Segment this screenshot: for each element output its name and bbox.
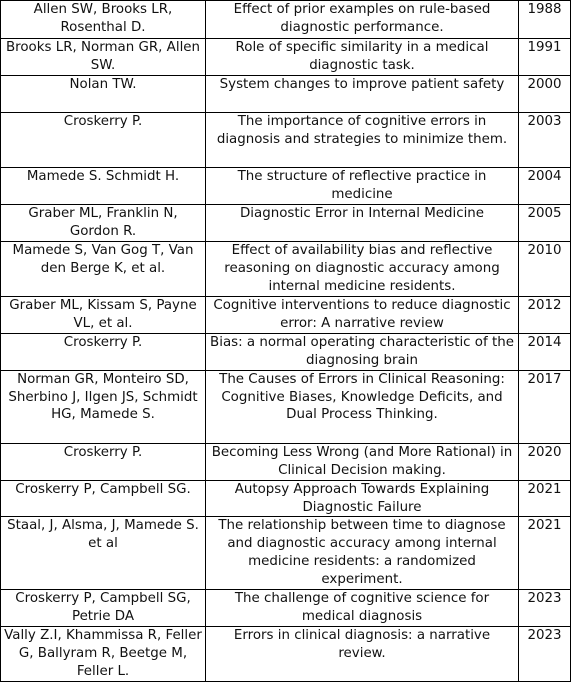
title-cell: The structure of reflective practice in medicine: [206, 167, 519, 204]
table-row: [1, 75, 571, 112]
table-row: [1, 296, 571, 333]
year-cell: 2023: [519, 627, 571, 682]
table-row: [1, 517, 571, 590]
title-cell: Autopsy Approach Towards Explaining Diagnostic Failure: [206, 480, 519, 517]
authors-cell: Croskerry P, Campbell SG.: [1, 480, 206, 517]
year-cell: 2017: [519, 370, 571, 443]
year-cell: 2012: [519, 296, 571, 333]
title-cell: Role of specific similarity in a medical diagnostic task.: [206, 39, 519, 76]
authors-cell: Mamede S, Van Gog T, Van den Berge K, et al.: [1, 241, 206, 296]
authors-cell: Staal, J, Alsma, J, Mamede S. et al: [1, 517, 206, 590]
table-row: [1, 167, 571, 204]
table-row: [1, 370, 571, 443]
table-row: [1, 590, 571, 627]
authors-cell: Graber ML, Franklin N, Gordon R.: [1, 204, 206, 241]
title-cell: Bias: a normal operating characteristic of the diagnosing brain: [206, 333, 519, 370]
authors-cell: Norman GR, Monteiro SD, Sherbino J, Ilgen JS, Schmidt HG, Mamede S.: [1, 370, 206, 443]
year-cell: 2003: [519, 112, 571, 167]
authors-cell: Croskerry P, Campbell SG, Petrie DA: [1, 590, 206, 627]
title-cell: Effect of availability bias and reflective reasoning on diagnostic accuracy among internal medicine residents.: [206, 241, 519, 296]
title-cell: The relationship between time to diagnose and diagnostic accuracy among internal medicine residents: a randomized experiment.: [206, 517, 519, 590]
authors-cell: Mamede S. Schmidt H.: [1, 167, 206, 204]
year-cell: 2014: [519, 333, 571, 370]
title-cell: Effect of prior examples on rule-based diagnostic performance.: [206, 1, 519, 39]
title-cell: Becoming Less Wrong (and More Rational) in Clinical Decision making.: [206, 443, 519, 480]
table-row: [1, 480, 571, 517]
year-cell: 2000: [519, 75, 571, 112]
year-cell: 2004: [519, 167, 571, 204]
authors-cell: Croskerry P.: [1, 333, 206, 370]
year-cell: 2010: [519, 241, 571, 296]
table-row: [1, 39, 571, 76]
year-cell: 2005: [519, 204, 571, 241]
table-row: [1, 241, 571, 296]
year-cell: 2020: [519, 443, 571, 480]
authors-cell: Croskerry P.: [1, 112, 206, 167]
table-row: [1, 627, 571, 682]
title-cell: The challenge of cognitive science for medical diagnosis: [206, 590, 519, 627]
table-row: [1, 333, 571, 370]
authors-cell: Vally Z.I, Khammissa R, Feller G, Ballyram R, Beetge M, Feller L.: [1, 627, 206, 682]
authors-cell: Croskerry P.: [1, 443, 206, 480]
title-cell: Cognitive interventions to reduce diagnostic error: A narrative review: [206, 296, 519, 333]
table-row: [1, 443, 571, 480]
year-cell: 2023: [519, 590, 571, 627]
title-cell: The Causes of Errors in Clinical Reasoning: Cognitive Biases, Knowledge Deficits, and Dual Process Thinking.: [206, 370, 519, 443]
authors-cell: Brooks LR, Norman GR, Allen SW.: [1, 39, 206, 76]
year-cell: 1991: [519, 39, 571, 76]
authors-cell: Allen SW, Brooks LR, Rosenthal D.: [1, 1, 206, 39]
year-cell: 1988: [519, 1, 571, 39]
table-row: [1, 1, 571, 39]
title-cell: The importance of cognitive errors in diagnosis and strategies to minimize them.: [206, 112, 519, 167]
table-row: [1, 204, 571, 241]
authors-cell: Nolan TW.: [1, 75, 206, 112]
title-cell: Diagnostic Error in Internal Medicine: [206, 204, 519, 241]
title-cell: System changes to improve patient safety: [206, 75, 519, 112]
year-cell: 2021: [519, 517, 571, 590]
year-cell: 2021: [519, 480, 571, 517]
title-cell: Errors in clinical diagnosis: a narrative review.: [206, 627, 519, 682]
authors-cell: Graber ML, Kissam S, Payne VL, et al.: [1, 296, 206, 333]
table-row: [1, 112, 571, 167]
